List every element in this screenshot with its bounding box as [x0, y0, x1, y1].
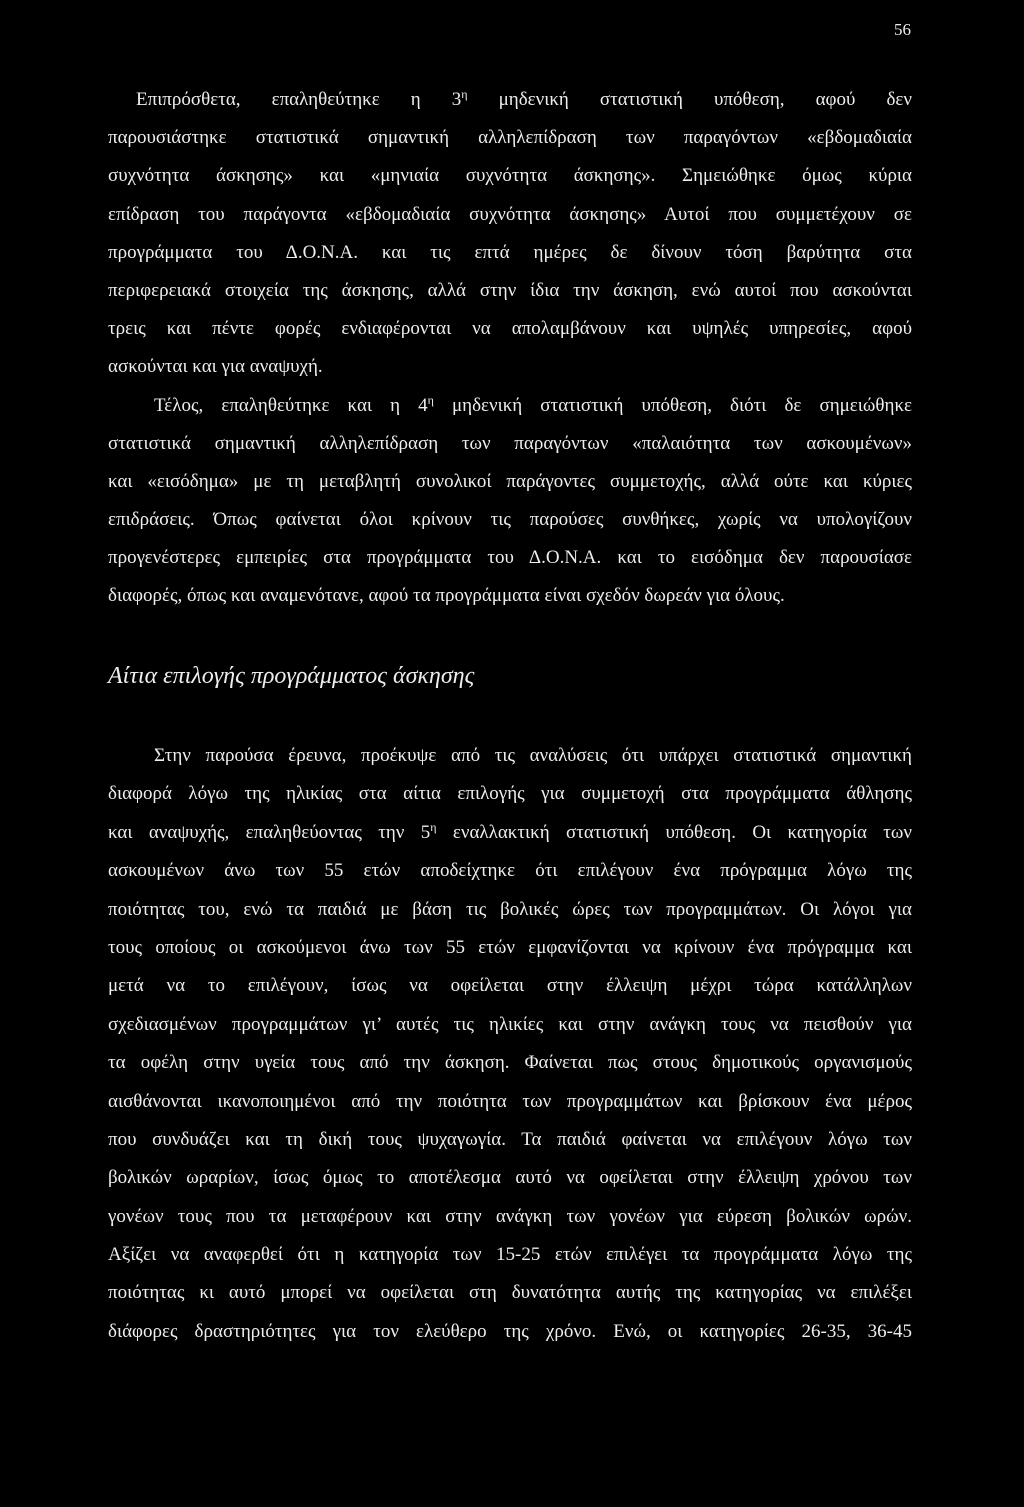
text-line: διάφορες δραστηριότητες για τον ελεύθερο της χρόνο. Ενώ, οι κατηγορίες 26-35, 36-45	[108, 1320, 912, 1342]
text-segment: μηδενική στατιστική υπόθεση, διότι δε σημειώθηκε	[433, 394, 912, 416]
text-line: προγράμματα του Δ.Ο.Ν.Α. και τις επτά ημέρες δε δίνουν τόση βαρύτητα στα	[108, 241, 912, 263]
text-segment: Επιπρόσθετα, επαληθεύτηκε η 3	[136, 89, 462, 110]
text-line: ασκούνται και για αναψυχή.	[108, 356, 323, 378]
page-number: 56	[894, 20, 911, 39]
text-line	[108, 814, 912, 852]
text-line: που συνδυάζει και τη δική τους ψυχαγωγία. Τα παιδιά φαίνεται να επιλέγουν λόγω των	[108, 1128, 912, 1150]
text-line: συχνότητα άσκησης» και «μηνιαία συχνότητα άσκησης». Σημειώθηκε όμως κύρια	[108, 165, 912, 187]
body-text-top	[108, 81, 912, 616]
ordinal-superscript: η	[430, 819, 437, 834]
text-line: επιδράσεις. Όπως φαίνεται όλοι κρίνουν τις παρούσες συνθήκες, χωρίς να υπολογίζουν	[108, 509, 912, 531]
text-line: ασκουμένων άνω των 55 ετών αποδείχτηκε ότι επιλέγουν ένα πρόγραμμα λόγω της	[108, 860, 912, 882]
paragraph-2	[108, 387, 912, 616]
text-line	[108, 81, 912, 119]
body-text-bottom	[108, 737, 912, 1351]
text-line: ποιότητας του, ενώ τα παιδιά με βάση τις βολικές ώρες των προγραμμάτων. Οι λόγοι για	[108, 898, 912, 920]
section-heading: Αίτια επιλογής προγράμματος άσκησης	[108, 663, 475, 689]
text-line: μετά να το επιλέγουν, ίσως να οφείλεται στην έλλειψη μέχρι τώρα κατάλληλων	[108, 975, 912, 997]
text-line: επίδραση του παράγοντα «εβδομαδιαία συχνότητα άσκησης» Αυτοί που συμμετέχουν σε	[108, 203, 912, 225]
text-line: παρουσιάστηκε στατιστικά σημαντική αλληλεπίδραση των παραγόντων «εβδομαδιαία	[108, 127, 912, 149]
text-line: Αξίζει να αναφερθεί ότι η κατηγορία των 15-25 ετών επιλέγει τα προγράμματα λόγω της	[108, 1244, 912, 1266]
text-line: τους οποίους οι ασκούμενοι άνω των 55 ετών εμφανίζονται να κρίνουν ένα πρόγραμμα και	[108, 936, 912, 958]
text-line: διαφορές, όπως και αναμενότανε, αφού τα προγράμματα είναι σχεδόν δωρεάν για όλους.	[108, 585, 785, 607]
text-segment: εναλλακτική στατιστική υπόθεση. Οι κατηγορία των	[436, 821, 912, 843]
text-line: στατιστικά σημαντική αλληλεπίδραση των παραγόντων «παλαιότητα των ασκουμένων»	[108, 432, 912, 454]
ordinal-superscript: η	[461, 87, 468, 101]
text-line: ποιότητας κι αυτό μπορεί να οφείλεται στη δυνατότητα αυτής της κατηγορίας να επιλέξει	[108, 1282, 912, 1304]
text-line: προγενέστερες εμπειρίες στα προγράμματα του Δ.Ο.Ν.Α. και το εισόδημα δεν παρουσίασε	[108, 547, 912, 569]
text-line: και «εισόδημα» με τη μεταβλητή συνολικοί παράγοντες συμμετοχής, αλλά ούτε και κύριες	[108, 470, 912, 492]
text-line: Στην παρούσα έρευνα, προέκυψε από τις αναλύσεις ότι υπάρχει στατιστικά σημαντική	[154, 745, 912, 766]
text-line	[108, 387, 912, 425]
text-line: τα οφέλη στην υγεία τους από την άσκηση. Φαίνεται πως στους δημοτικούς οργανισμούς	[108, 1052, 912, 1074]
text-segment: μηδενική στατιστική υπόθεση, αφού δεν	[467, 89, 913, 110]
text-line: βολικών ωραρίων, ίσως όμως το αποτέλεσμα αυτό να οφείλεται στην έλλειψη χρόνου των	[108, 1167, 912, 1189]
text-line: σχεδιασμένων προγραμμάτων γι’ αυτές τις ηλικίες και στην ανάγκη τους να πεισθούν για	[108, 1013, 912, 1035]
text-line: γονέων τους που τα μεταφέρουν και στην ανάγκη των γονέων για εύρεση βολικών ωρών.	[108, 1205, 912, 1227]
paragraph-1	[108, 81, 912, 387]
text-line: αισθάνονται ικανοποιημένοι από την ποιότητα των προγραμμάτων και βρίσκουν ένα μέρος	[108, 1090, 912, 1112]
text-line: τρεις και πέντε φορές ενδιαφέρονται να απολαμβάνουν και υψηλές υπηρεσίες, αφού	[108, 318, 912, 340]
paragraph-3	[108, 737, 912, 1351]
text-segment: και αναψυχής, επαληθεύοντας την 5	[108, 821, 431, 843]
text-line: περιφερειακά στοιχεία της άσκησης, αλλά στην ίδια την άσκηση, ενώ αυτοί που ασκούνται	[108, 279, 912, 301]
text-line: διαφορά λόγω της ηλικίας στα αίτια επιλογής για συμμετοχή στα προγράμματα άθλησης	[108, 783, 912, 805]
ordinal-superscript: η	[427, 392, 434, 407]
text-segment: Τέλος, επαληθεύτηκε και η 4	[154, 394, 428, 416]
